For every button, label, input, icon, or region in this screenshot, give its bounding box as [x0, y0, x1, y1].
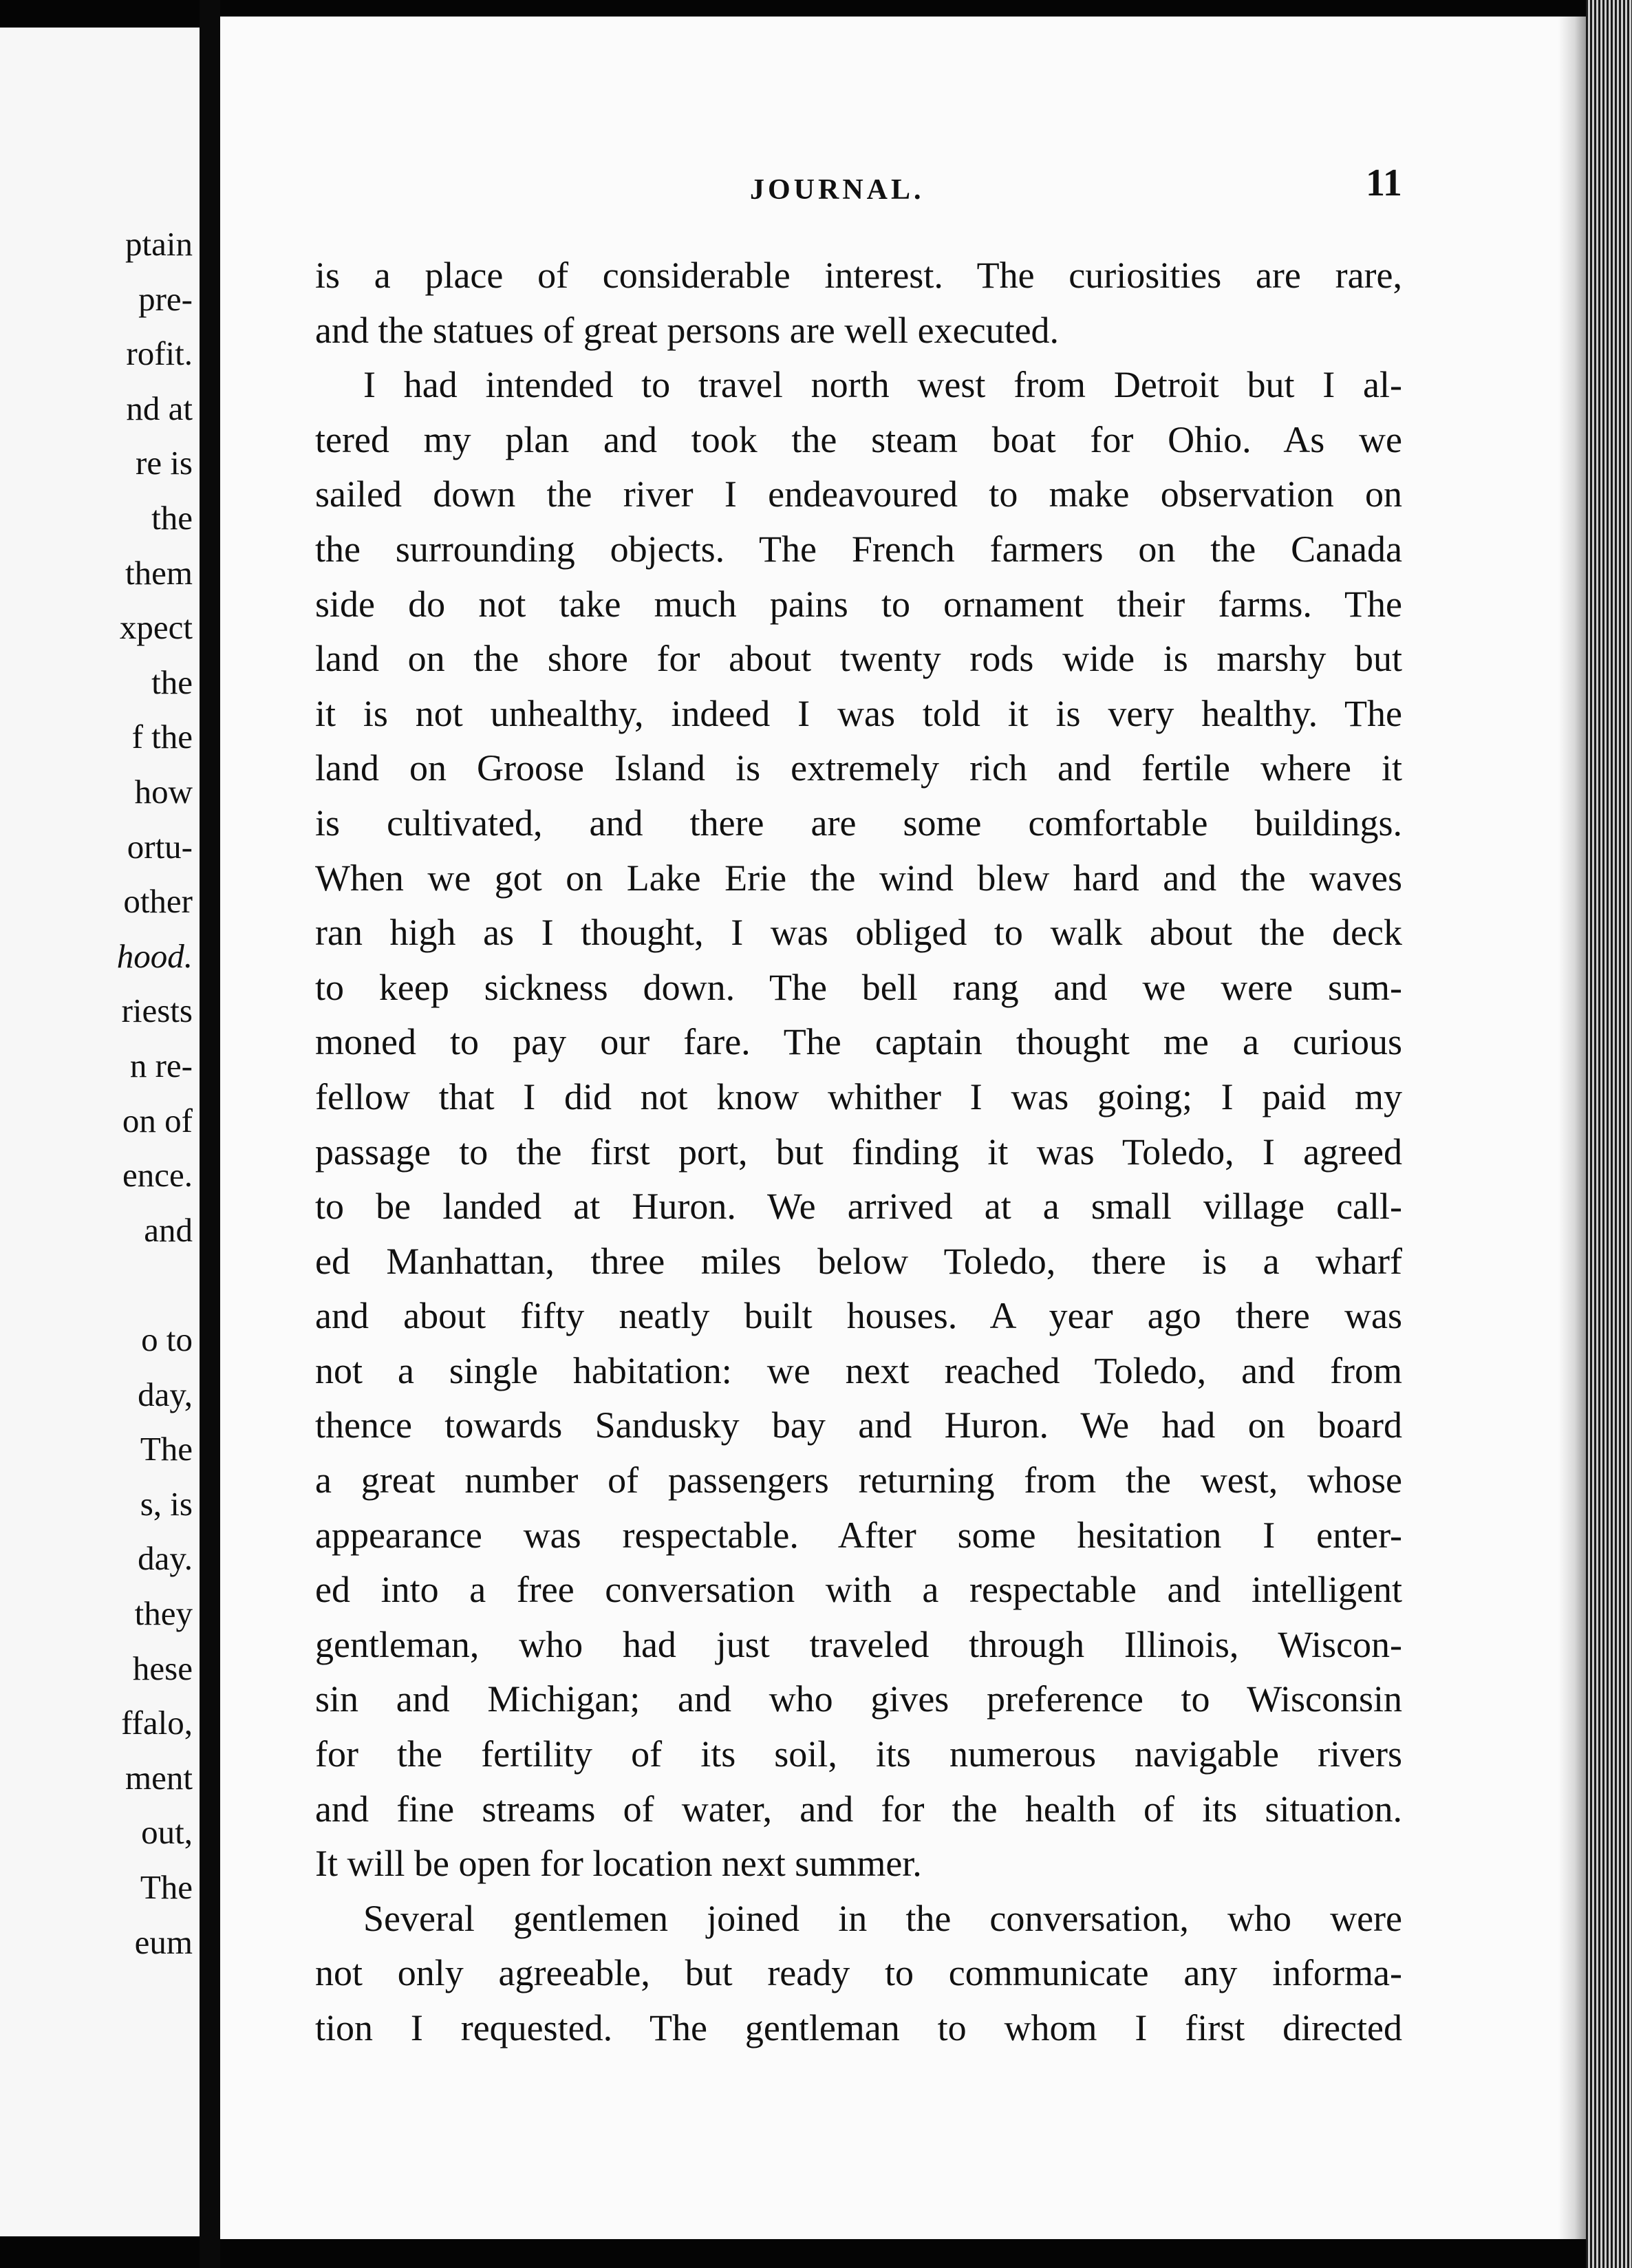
facing-page-line: how: [134, 773, 193, 811]
text-line: ed Manhattan, three miles below Toledo, there is a wharf: [315, 1240, 1402, 1282]
text-line: not a single habitation: we next reached Toledo, and from: [315, 1349, 1402, 1391]
text-line: sin and Michigan; and who gives preference to Wisconsin: [315, 1678, 1402, 1720]
facing-page-line: on of: [122, 1101, 193, 1140]
text-line: side do not take much pains to ornament their farms. The: [315, 583, 1402, 625]
page-edges: [1586, 0, 1632, 2268]
facing-page-line: ptain: [125, 225, 193, 263]
body-text: [315, 248, 1402, 2056]
facing-page-line: and: [144, 1210, 193, 1249]
facing-page-line: The: [140, 1868, 193, 1906]
text-line: to keep sickness down. The bell rang and we were sum-: [315, 966, 1402, 1008]
text-line: to be landed at Huron. We arrived at a small village call-: [315, 1186, 1402, 1228]
text-line: passage to the first port, but finding it was Toledo, I agreed: [315, 1131, 1402, 1173]
facing-page-line: other: [123, 882, 193, 921]
facing-page-line: the: [151, 499, 193, 537]
text-line: land on Groose Island is extremely rich and fertile where it: [315, 747, 1402, 789]
book-gutter: [200, 0, 220, 2268]
text-line: moned to pay our fare. The captain thought me a curious: [315, 1021, 1402, 1063]
facing-page-line: hese: [132, 1649, 193, 1687]
text-line: tered my plan and took the steam boat for Ohio. As we: [315, 418, 1402, 460]
text-line: land on the shore for about twenty rods wide is marshy but: [315, 638, 1402, 680]
facing-page-line: they: [134, 1594, 193, 1632]
text-line: is a place of considerable interest. The curiosities are rare,: [315, 255, 1402, 296]
facing-page-line: xpect: [119, 608, 193, 647]
text-line: gentleman, who had just traveled through Illinois, Wiscon-: [315, 1623, 1402, 1665]
page-number: 11: [1366, 162, 1402, 204]
facing-page-line: nd at: [126, 389, 193, 427]
text-line: ran high as I thought, I was obliged to walk about the deck: [315, 912, 1402, 954]
facing-page-line: out,: [141, 1813, 193, 1852]
facing-page-line: pre-: [138, 279, 193, 318]
facing-page-line: ffalo,: [121, 1704, 193, 1742]
text-line: thence towards Sandusky bay and Huron. We had on board: [315, 1404, 1402, 1446]
text-line: and the statues of great persons are well executed.: [315, 309, 1060, 351]
text-line: When we got on Lake Erie the wind blew hard and the waves: [315, 857, 1402, 899]
facing-page-line: o to: [141, 1320, 193, 1358]
text-line: is cultivated, and there are some comfortable buildings.: [315, 802, 1402, 844]
text-line: not only agreeable, but ready to communicate any informa-: [315, 1952, 1402, 1994]
facing-page-line: ortu-: [127, 827, 193, 866]
facing-page-line: n re-: [129, 1047, 193, 1084]
facing-page-line: hood.: [116, 937, 193, 975]
facing-page-line: day,: [138, 1375, 193, 1413]
facing-page-line: day.: [138, 1539, 193, 1578]
facing-page-line: ence.: [122, 1156, 193, 1195]
running-head: JOURNAL.: [750, 174, 925, 206]
text-line: it is not unhealthy, indeed I was told it is very healthy. The: [315, 692, 1402, 734]
facing-page-line: the: [151, 663, 193, 701]
text-line: the surrounding objects. The French farmers on the Canada: [315, 528, 1402, 570]
facing-page-line: ment: [125, 1758, 193, 1797]
text-line: fellow that I did not know whither I was going; I paid my: [315, 1076, 1402, 1117]
facing-page-line: f the: [131, 718, 193, 756]
text-line: sailed down the river I endeavoured to make observation on: [315, 473, 1402, 515]
text-line: Several gentlemen joined in the conversation, who were: [363, 1897, 1402, 1939]
text-line: It will be open for location next summer.: [315, 1843, 922, 1885]
text-line: and fine streams of water, and for the health of its situation.: [315, 1788, 1402, 1830]
text-line: for the fertility of its soil, its numerous navigable rivers: [315, 1733, 1402, 1775]
facing-page-line: s, is: [140, 1484, 193, 1523]
text-line: and about fifty neatly built houses. A year ago there was: [315, 1295, 1402, 1337]
text-line: tion I requested. The gentleman to whom I first directed: [315, 2007, 1402, 2048]
facing-page-line: riests: [121, 992, 193, 1030]
facing-page-line: re is: [136, 444, 193, 482]
book-page: [220, 17, 1586, 2239]
facing-page-line: them: [125, 553, 193, 592]
text-line: appearance was respectable. After some hesitation I enter-: [315, 1514, 1402, 1556]
facing-page-line: eum: [134, 1923, 193, 1961]
facing-page-line: rofit.: [126, 334, 193, 373]
text-line: ed into a free conversation with a respectable and intelligent: [315, 1569, 1402, 1611]
facing-page-line: The: [140, 1430, 193, 1468]
text-line: I had intended to travel north west from Detroit but I al-: [363, 364, 1402, 406]
text-line: a great number of passengers returning from the west, whose: [315, 1459, 1402, 1501]
facing-page-fragment: [0, 28, 200, 2236]
